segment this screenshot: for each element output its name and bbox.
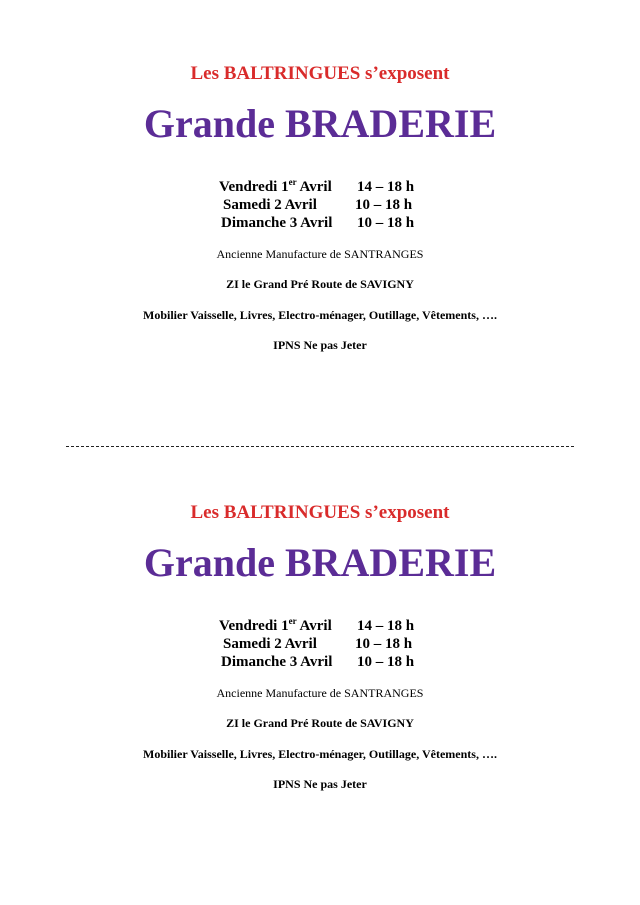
venue-name: Ancienne Manufacture de SANTRANGES xyxy=(216,686,424,700)
schedule-row-friday xyxy=(219,178,479,196)
schedule-day: Vendredi 1er Avril xyxy=(219,177,332,195)
schedule-row-sunday xyxy=(219,214,479,232)
schedule-row-friday xyxy=(219,617,479,635)
items-list: Mobilier Vaisselle, Livres, Electro-ménager, Outillage, Vêtements, …. xyxy=(143,747,497,761)
ipns-notice: IPNS Ne pas Jeter xyxy=(273,338,367,352)
flyer-subtitle: Les BALTRINGUES s’exposent xyxy=(190,502,450,523)
schedule-time: 10 – 18 h xyxy=(357,215,415,231)
schedule-time: 14 – 18 h xyxy=(357,618,415,634)
schedule-row-saturday xyxy=(219,635,479,653)
schedule-day: Samedi 2 Avril xyxy=(223,636,317,652)
schedule-day: Dimanche 3 Avril xyxy=(221,215,333,231)
schedule-day: Samedi 2 Avril xyxy=(223,197,317,213)
schedule-day: Dimanche 3 Avril xyxy=(221,654,333,670)
flyer-title: Grande BRADERIE xyxy=(143,101,497,146)
schedule-time: 10 – 18 h xyxy=(357,654,415,670)
flyer-title: Grande BRADERIE xyxy=(143,540,497,585)
venue-address: ZI le Grand Pré Route de SAVIGNY xyxy=(226,716,414,730)
schedule-time: 14 – 18 h xyxy=(357,179,415,195)
items-list: Mobilier Vaisselle, Livres, Electro-ménager, Outillage, Vêtements, …. xyxy=(143,308,497,322)
schedule-row-saturday xyxy=(219,196,479,214)
venue-name: Ancienne Manufacture de SANTRANGES xyxy=(216,247,424,261)
venue-address: ZI le Grand Pré Route de SAVIGNY xyxy=(226,277,414,291)
ipns-notice: IPNS Ne pas Jeter xyxy=(273,777,367,791)
schedule-day: Vendredi 1er Avril xyxy=(219,616,332,634)
schedule-time: 10 – 18 h xyxy=(355,636,413,652)
schedule xyxy=(219,178,479,232)
schedule-row-sunday xyxy=(219,653,479,671)
cut-line-divider xyxy=(66,446,574,447)
schedule xyxy=(219,617,479,671)
flyer-subtitle: Les BALTRINGUES s’exposent xyxy=(190,63,450,84)
schedule-time: 10 – 18 h xyxy=(355,197,413,213)
